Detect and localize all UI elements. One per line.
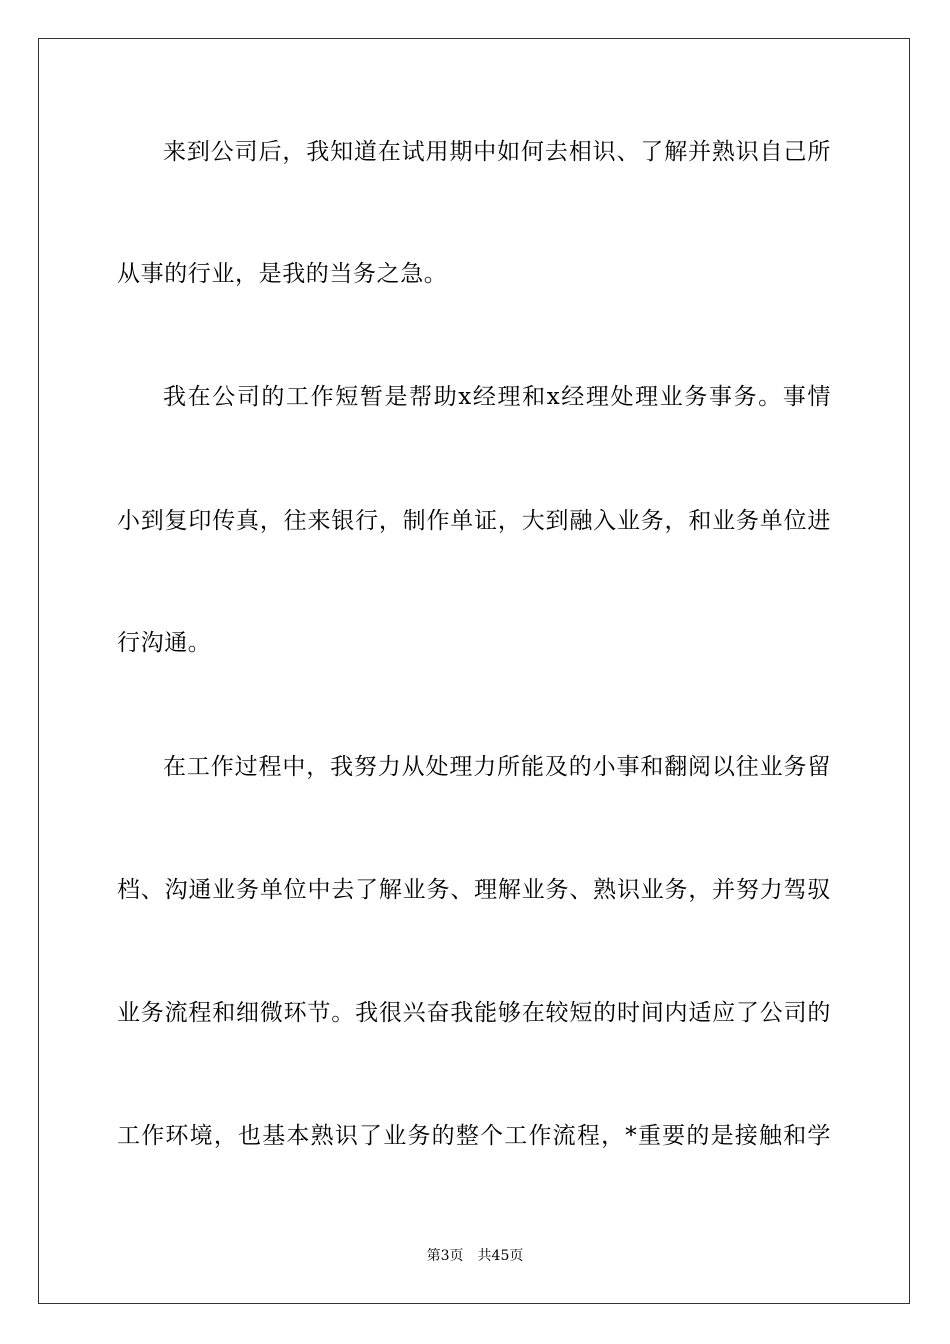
paragraph-3-line-2: 档、沟通业务单位中去了解业务、理解业务、熟识业务，并努力驾驭 (117, 877, 831, 903)
page-border (38, 38, 910, 1304)
paragraph-1-line-2: 从事的行业，是我的当务之急。 (117, 261, 448, 287)
paragraph-3-line-1: 在工作过程中，我努力从处理力所能及的小事和翻阅以往业务留 (163, 754, 831, 780)
page-number: 第3页 (426, 1248, 464, 1264)
paragraph-2-line-2: 小到复印传真，往来银行，制作单证，大到融入业务，和业务单位进 (117, 508, 831, 534)
paragraph-3-line-4: 工作环境，也基本熟识了业务的整个工作流程，*重要的是接触和学 (117, 1123, 831, 1149)
paragraph-3-line-3: 业务流程和细微环节。我很兴奋我能够在较短的时间内适应了公司的 (117, 1000, 831, 1026)
paragraph-1-line-1: 来到公司后，我知道在试用期中如何去相识、了解并熟识自己所 (163, 139, 831, 165)
paragraph-2-line-1: 我在公司的工作短暂是帮助x经理和x经理处理业务事务。事情 (163, 384, 831, 410)
total-pages: 共45页 (477, 1248, 524, 1264)
page-footer (0, 1246, 950, 1266)
paragraph-2-line-3: 行沟通。 (117, 630, 212, 656)
